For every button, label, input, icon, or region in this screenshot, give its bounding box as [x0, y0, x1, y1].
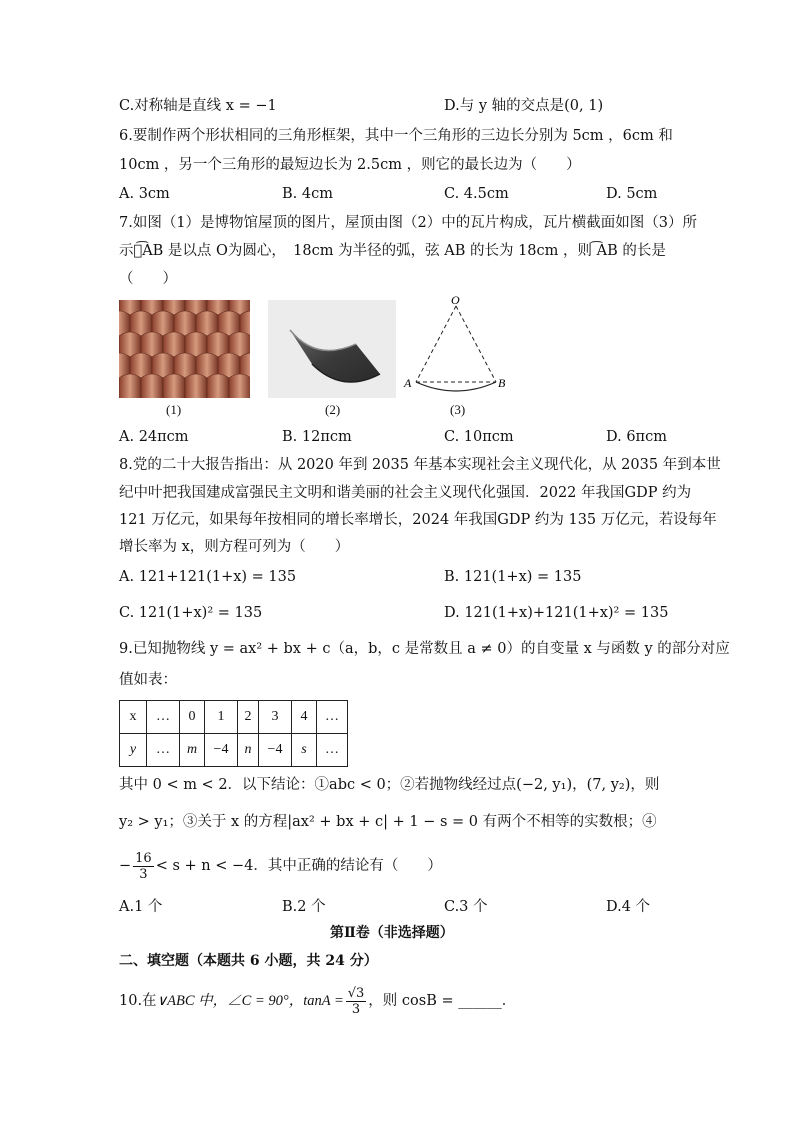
q9-option-d: D.4 个 [606, 899, 651, 915]
table-cell: 4 [292, 701, 317, 734]
table-cell: … [317, 701, 348, 734]
roof-tile [141, 374, 163, 398]
q9-line-3: 其中 0 < m < 2．以下结论：①abc < 0；②若抛物线经过点(−2, y₁)，(7, y₂)，则 [119, 777, 660, 793]
table-cell: 3 [259, 701, 292, 734]
q6-line-2: 10cm ，另一个三角形的最短边长为 2.5cm ，则它的最长边为（ ） [119, 157, 581, 173]
single-tile-photo [268, 300, 396, 398]
fraction-denominator: 3 [351, 1001, 361, 1017]
table-cell: −4 [205, 734, 238, 767]
q6-option-c: C. 4.5cm [444, 186, 509, 202]
q9-line-5 [119, 846, 442, 886]
table-cell: … [147, 701, 180, 734]
figure-3-caption: (3) [450, 402, 466, 417]
fraction-numerator: 16 [135, 850, 152, 866]
q9-option-b: B.2 个 [282, 899, 326, 915]
q9-option-a: A.1 个 [119, 899, 163, 915]
q7-line-3: （ ） [119, 271, 177, 287]
q8-line-3: 121 万亿元，如果每年按相同的增长率增长，2024 年我国GDP 约为 135 万亿元，若设每年 [119, 512, 717, 528]
table-cell: −4 [259, 734, 292, 767]
roof-tiles-photo [119, 300, 250, 398]
point-a-label: A [404, 376, 412, 390]
q10-suffix: ，则 cosB = ______． [368, 993, 517, 1009]
point-o-label: O [451, 293, 460, 307]
fraction-numerator: √3 [347, 985, 365, 1001]
q8-option-b: B. 121(1+x) = 135 [444, 569, 582, 585]
q8-line-2: 纪中叶把我国建成富强民主文明和谐美丽的社会主义现代化强国．2022 年我国GDP 约为 [119, 485, 692, 501]
table-cell: s [292, 734, 317, 767]
q8-option-a: A. 121+121(1+x) = 135 [119, 569, 297, 585]
point-b-label: B [498, 376, 506, 390]
figure-2-caption: (2) [325, 402, 341, 417]
q8-option-c: C. 121(1+x)² = 135 [119, 605, 263, 621]
table-cell: n [238, 734, 259, 767]
fraction-denominator: 3 [139, 866, 148, 882]
q10-triangle: ∨ABC 中，∠C = 90°，tanA = [156, 993, 344, 1009]
table-cell: 1 [205, 701, 238, 734]
q9-line-1: 9.已知抛物线 y = ax² + bx + c（a，b，c 是常数且 a ≠ 0）的自变量 x 与函数 y 的部分对应 [119, 641, 730, 657]
q9-option-c: C.3 个 [444, 899, 488, 915]
q8-line-1: 8.党的二十大报告指出：从 2020 年到 2035 年基本实现社会主义现代化，从 2035 年到本世 [119, 457, 721, 473]
roof-tile [229, 374, 250, 398]
q6-option-a: A. 3cm [119, 186, 170, 202]
q7-line-1: 7.如图（1）是博物馆屋顶的图片，屋顶由图（2）中的瓦片构成，瓦片横截面如图（3）所 [119, 215, 698, 231]
table-cell: 0 [180, 701, 205, 734]
roof-tile [185, 374, 207, 398]
q6-line-1: 6.要制作两个形状相同的三角形框架，其中一个三角形的三边长分别为 5cm ，6cm 和 [119, 128, 673, 144]
roof-tile [163, 374, 185, 398]
q7-option-a: A. 24πcm [119, 429, 189, 445]
table-cell: y [120, 734, 147, 767]
minus-sign: − [119, 858, 132, 874]
q7-option-d: D. 6πcm [606, 429, 667, 445]
q8-option-d: D. 121(1+x)+121(1+x)² = 135 [444, 605, 669, 621]
table-cell: … [147, 734, 180, 767]
table-cell: … [317, 734, 348, 767]
q9-line-2: 值如表： [119, 672, 177, 688]
q5-option-c: C.对称轴是直线 x = −1 [119, 98, 277, 114]
q10-line [119, 983, 516, 1019]
fraction-16-3 [133, 851, 154, 882]
q10-prefix: 10.在 [119, 993, 157, 1009]
roof-tile [207, 374, 229, 398]
q6-option-b: B. 4cm [282, 186, 333, 202]
table-cell: x [120, 701, 147, 734]
roof-tile [119, 374, 141, 398]
fraction-sqrt3-3 [346, 986, 367, 1017]
q7-option-c: C. 10πcm [444, 429, 514, 445]
section-title: 第Ⅱ卷（非选择题） [330, 925, 454, 941]
value-table [119, 700, 348, 767]
table-cell: 2 [238, 701, 259, 734]
q5-option-d: D.与 y 轴的交点是(0, 1) [444, 98, 604, 114]
table-cell: m [180, 734, 205, 767]
q7-option-b: B. 12πcm [282, 429, 352, 445]
q6-option-d: D. 5cm [606, 186, 658, 202]
q7-line-2: 示，͡AB 是以点 O为圆心， 18cm 为半径的弧，弦 AB 的长为 18cm ，则 ͡AB 的长是 [119, 243, 666, 259]
q9-line-4: y₂ > y₁；③关于 x 的方程|ax² + bx + c| + 1 − s = 0 有两个不相等的实数根；④ [119, 814, 657, 830]
table-row-x [120, 701, 348, 734]
q8-line-4: 增长率为 x，则方程可列为（ ） [119, 539, 350, 555]
table-row-y [120, 734, 348, 767]
figure-1-caption: (1) [166, 402, 182, 417]
q9-line-5-rest: < s + n < −4．其中正确的结论有（ ） [155, 858, 442, 874]
sector-diagram [400, 292, 512, 400]
fill-in-heading: 二、填空题（本题共 6 小题，共 24 分） [119, 953, 378, 969]
